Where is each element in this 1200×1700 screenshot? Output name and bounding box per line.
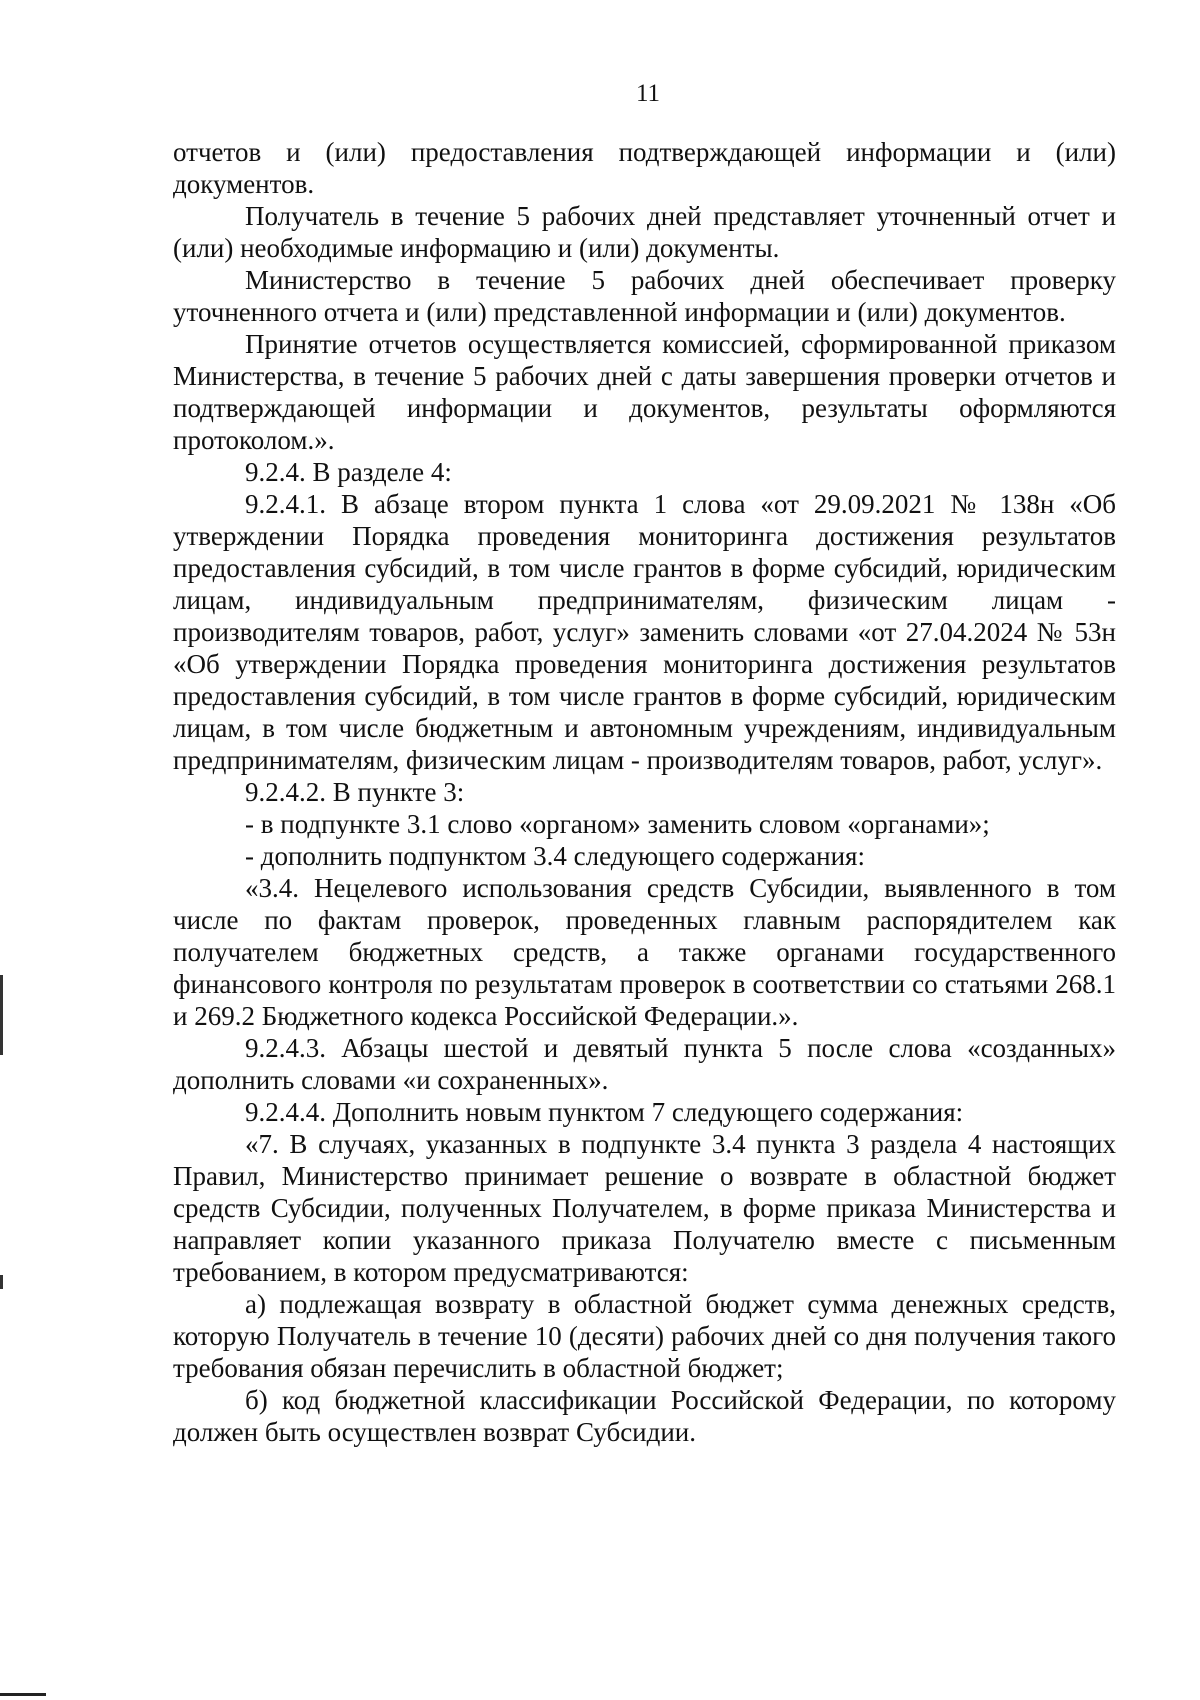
quoted-clause-3-4: «3.4. Нецелевого использования средств Субсидии, выявленного в том числе по фактам проверок, проведенных главным распорядителем как получателем бюджетных средств, а также органами государственного финансового контроля по результатам проверок в соответствии со статьями 268.1 и 269.2 Бюджетного кодекса Российской Федерации.». — [173, 873, 1116, 1031]
quoted-clause-7: «7. В случаях, указанных в подпункте 3.4 пункта 3 раздела 4 настоящих Правил, Министерство принимает решение о возврате в областной бюджет средств Субсидии, полученных Получателем, в форме приказа Министерства и направляет копии указанного приказа Получателю вместе с письменным требованием, в котором предусматриваются: — [173, 1129, 1116, 1287]
clause-9-2-4-1: 9.2.4.1. В абзаце втором пункта 1 слова «от 29.09.2021 № 138н «Об утверждении Порядка проведения мониторинга достижения результатов предоставления субсидий, в том числе грантов в форме субсидий, юридическим лицам, индивидуальным предпринимателям, физическим лицам - производителям товаров, работ, услуг» заменить словами «от 27.04.2024 № 53н «Об утверждении Порядка проведения мониторинга достижения результатов предоставления субсидий, в том числе грантов в форме субсидий, юридическим лицам, в том числе бюджетным и автономным учреждениям, индивидуальным предпринимателям, физическим лицам - производителям товаров, работ, услуг». — [173, 489, 1116, 775]
paragraph-ministry-check: Министерство в течение 5 рабочих дней обеспечивает проверку уточненного отчета и (или) представленной информации и (или) документов. — [173, 265, 1116, 327]
clause-9-2-4: 9.2.4. В разделе 4: — [245, 457, 452, 487]
page-number: 11 — [635, 80, 661, 107]
list-item: - в подпункте 3.1 слово «органом» заменить словом «органами»; — [245, 809, 990, 839]
list-item: - дополнить подпунктом 3.4 следующего содержания: — [245, 841, 865, 871]
scan-edge-mark — [0, 975, 3, 1055]
scan-edge-mark — [0, 1275, 3, 1289]
clause-9-2-4-3: 9.2.4.3. Абзацы шестой и девятый пункта 5 после слова «созданных» дополнить словами «и сохраненных». — [173, 1033, 1116, 1095]
document-body — [173, 136, 1116, 1448]
clause-9-2-4-2: 9.2.4.2. В пункте 3: — [245, 777, 465, 807]
paragraph-recipient-report: Получатель в течение 5 рабочих дней представляет уточненный отчет и (или) необходимые информацию и (или) документы. — [173, 201, 1116, 263]
clause-9-2-4-4: 9.2.4.4. Дополнить новым пунктом 7 следующего содержания: — [245, 1097, 964, 1127]
paragraph-continuation: отчетов и (или) предоставления подтверждающей информации и (или) документов. — [173, 137, 1116, 199]
list-item-b: б) код бюджетной классификации Российской Федерации, по которому должен быть осуществлен возврат Субсидии. — [173, 1385, 1116, 1447]
list-item-a: а) подлежащая возврату в областной бюджет сумма денежных средств, которую Получатель в течение 10 (десяти) рабочих дней со дня получения такого требования обязан перечислить в областной бюджет; — [173, 1289, 1116, 1383]
paragraph-acceptance: Принятие отчетов осуществляется комиссией, сформированной приказом Министерства, в течение 5 рабочих дней с даты завершения проверки отчетов и подтверждающей информации и документов, результаты оформляются протоколом.». — [173, 329, 1116, 455]
scan-edge-mark — [0, 1693, 46, 1696]
